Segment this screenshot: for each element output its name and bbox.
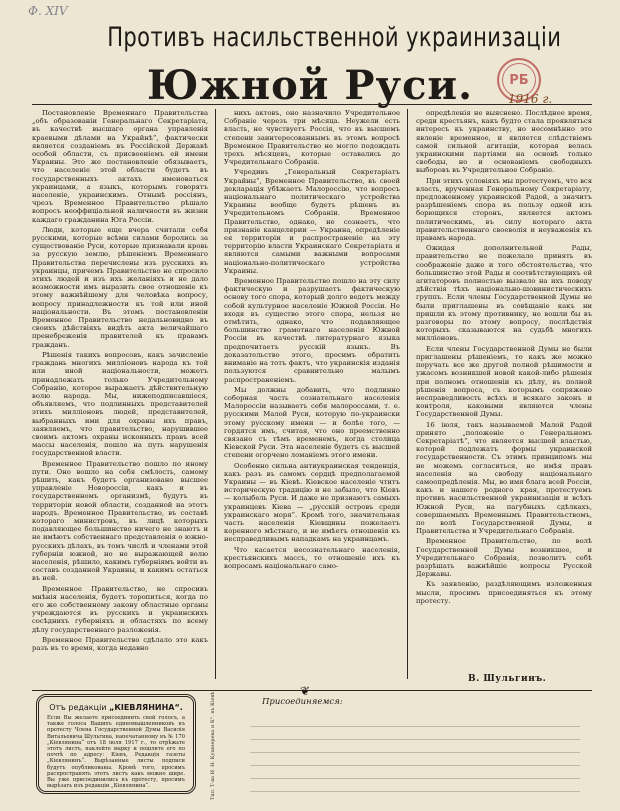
paragraph: Что касается несознательнаго населенія, крестьянскихъ массъ, то отношеніе ихъ къ вопросамъ національнаго само- bbox=[224, 545, 400, 570]
handwritten-year: 1916 г. bbox=[508, 92, 553, 106]
paragraph: Постановленіе Временнаго Правительства „объ образованіи Генеральнаго Секретаріата, въ качествѣ высшаго органа управленія краевыми дѣлами на Украйнѣ“, фактически является созданіемъ въ Россійской Державѣ особой области, съ присвоеніемъ ей имени Украины. Это же постановленіе обязываетъ, что населеніе этой области будетъ въ государственныхъ актахъ именоваться украинцами, а языкъ, которымъ говорятъ населеніе, украинскимъ. Отнынѣ россіянъ, чрезъ Временное Правительство рѣшало вопросъ неоффиціальной наличности въ жизни каждаго гражданина Юга Россіи. bbox=[32, 109, 208, 224]
editor-heading-prefix: Отъ редакціи bbox=[49, 703, 107, 712]
paragraph: опредѣленія не выяснено. Послѣднее время, среди крестьянъ, какъ будто стала проявляться интересъ къ украинству, но несомнѣнно это явленіе временное, и является слѣдствіемъ самой сильной агитаціи, которая велась украинскими партіями на основѣ только свободы, но и основаніемъ свободныхъ выборовъ въ Учредительное Собраніе. bbox=[416, 109, 592, 175]
column-divider bbox=[212, 109, 220, 679]
library-stamp: РБ bbox=[497, 58, 541, 102]
printer-imprint: Тип. Т-ва И. Н. Кушнерева и К°. въ Кіевѣ bbox=[210, 691, 216, 800]
paragraph: Временное Правительство сдѣлало это какъ разъ въ то время, когда недавно bbox=[32, 635, 208, 652]
paragraph: Временное Правительство, не спросивъ мнѣнія населенія, будетъ торопиться, когда по его же собственному закону областные органы учреждаются въ русскихъ и украинскихъ сосѣднихъ губерніяхъ и областяхъ по всему дѣлу государственнаго разложенія. bbox=[32, 584, 208, 634]
paragraph: Временное Правительство пошло на эту силу фактическую и разрушаетъ фактическую основу того спора, который долго ведетъ между собой культурное населеніе Южной Россіи. Не входя въ существо этого спора, нельзя не отмѣтить, однако, что подавляющее большинство грамотнаго населенія Южной Россіи въ качествѣ литературнаго языка предпочитаетъ русскій языкъ. Въ доказательство этого, просимъ обратить вниманіе на тотъ фактъ, что украинскія изданія пользуются сравнительно малымъ распространеніемъ. bbox=[224, 277, 400, 384]
paragraph: нихъ актовъ, оно назначило Учредительное Собраніе черезъ три мѣсяца. Неужели есть власть, не чувствуетъ Россія, что въ высшемъ степени заинтересованнымъ въ этомъ вопросѣ Временное Правительство не могло подождать трехъ мѣсяцевъ, которые оставались до Учредительнаго Собранія. bbox=[224, 109, 400, 167]
editor-notice-box bbox=[36, 694, 196, 794]
archive-mark: Ф. XIV bbox=[28, 4, 68, 18]
column-divider bbox=[404, 109, 412, 679]
editor-notice-heading bbox=[47, 703, 185, 712]
title-line-2: Южной Руси. bbox=[146, 62, 474, 109]
paragraph: Рѣшенія такихъ вопросовъ, какъ зачисленіе граждань многихъ милліоновъ народа къ той или иной національности, можетъ принадлежать только Учредительному Собранію, которое выражаетъ дѣйствительную волю народа. Мы, нижеподписавшіеся, объявляемъ, что подлинныхъ представителей этихъ милліоновъ людей, представителей, выбранныхъ ими для охраны ихъ правъ, заявляемъ, что правительство, нарушившее своимъ актомъ охраны исконныхъ правъ всей массы населенія, пошло на путь нарушенія государственной власти. bbox=[32, 350, 208, 458]
join-heading: Присоединяемся: bbox=[262, 697, 343, 707]
section-rule bbox=[32, 690, 592, 691]
editor-notice-text: Если Вы желаете присоединить свой голосъ, а также голоса Вашихъ единомышленниковъ къ протесту Члена Государственной Думы Василія Витальевича Шульгина, напечатанному въ № 170 „Кіевлянина“ отъ 18 іюля 1917 г., то отрѣжьте этотъ листъ, наклейте марку и пошлите его по почтѣ по адресу: Кіевъ, Редакція газеты „Кіевлянинъ“. Вырѣзанные листы подписи будутъ опубликованы. Кромѣ того, просимъ распространять этотъ листъ какъ можно шире. Вы уже присоединились къ протесту, просимъ вырѣзать изъ редакціи „Кіевлянина“. bbox=[47, 715, 185, 789]
column-2 bbox=[224, 109, 400, 679]
text-columns bbox=[32, 104, 592, 689]
paragraph: Учредивъ „Генеральный Секретаріатъ Украйны“, Временное Правительство, въ своей декларація убѣжаетъ Малороссію, что вопросъ національнаго политическаго устройства Украины вообще будетъ рѣшенъ въ Учредительномъ Собраніи. Временное Правительство, однако, не сознаетъ, что признаніе канцелярии — Украина, опредѣленіе ея территоріи и распространеніе на эту территорію власти Украинскаго Секретаріата и являются самыми важными вопросами національно-политическаго устройства Украины. bbox=[224, 168, 400, 275]
ornament-icon: ❦ bbox=[300, 684, 311, 698]
column-3 bbox=[416, 109, 592, 679]
paragraph: Люди, которые еще вчера считали себя русскими, которые всѣми силами боролись за существованіе Руси, которые признавали кровь за русскую землю, рѣшеніемъ Временнаго Правительства перечислены изъ русскихъ въ украинцы, причемъ Правительство не спросило этихъ людей и изъ ихъ желаніяхъ и не дало возможности имъ выразить свое отношеніе къ этому важнѣйшему для человѣка вопросу, вопросу принадлежности къ той или иной національности. Въ этомъ постановленіи Временное Правительство недальновидно въ своихъ дѣйствіяхъ видѣть акта величайшаго пренебреженія правителей къ правамъ гражданъ. bbox=[32, 225, 208, 349]
paragraph: Особенно сильна антиукраинская тенденція, какъ разъ въ самомъ сердцѣ предполагаемой Украины — въ Кіевѣ. Кіевское населеніе чтитъ историческую традицію и не забыло, что Кіевъ — колыбель Руси. И даже не признаютъ самыхъ украинцевъ Кіева — „русскій островъ среди украинскаго моря“. Кромѣ того, значительная часть населенія Кіевщины пожелаетъ коренного мѣстнаго, и не имѣетъ отношенія къ несправедливымъ нападкамъ на украинцамъ. bbox=[224, 461, 400, 544]
paragraph: Мы должны добавить, что подлинно соборная часть сознательнаго населенія Малороссіи называетъ себя малороссами, т. е. русскими Малой Руси, которую по-украински этому русскому имени — и болѣе того, — гордятся имъ, считая, что оно преемственно связано съ тѣмъ временемъ, когда столица Кіевской Руси. Эта населеніе будетъ съ высшей степени огорчено ломаніемъ этого имени. bbox=[224, 385, 400, 460]
signature: В. Шульгинъ. bbox=[468, 674, 547, 684]
column-1 bbox=[32, 109, 208, 679]
signature-lines-area[interactable] bbox=[250, 714, 580, 800]
title-line-1: Противъ насильственной украинизаціи bbox=[107, 22, 562, 53]
paragraph: Если члены Государственной Думы не были приглашены рѣшеніемъ, то какъ же можно поручать все же другой полной рѣшимости и ужасомъ возникшей новой какой-либо рѣшенія при полномъ отношеніи къ дѣлу, въ полной рѣшенія вопроса, съ которымъ сопряжено несправедливость всѣхъ и всякаго законъ и контроля, каковыми являются члены Государственной Думы. bbox=[416, 344, 592, 419]
paragraph: Ожидая дополнительной Рады, правительство не пожелало принять въ соображеніе даже и того обстоятельства, что большинство этой Рады и соотвѣтствующихъ ей агитаторовъ полностью вызвало на ихъ поводу дѣйствія тѣхъ національно-шовинистическихъ группъ. Если члены Государственной Думы не были приглашены въ совѣщаніе какъ ни пришли къ этому противнику, не вошли бы въ разговоры по этому вопросу, послѣдствія которыхъ сказываются на судьбѣ многихъ милліоновъ. bbox=[416, 244, 592, 343]
paragraph: При этихъ условіяхъ мы протестуемъ, что вся власть, врученная Генеральному Секретаріату, предложенному украинской Радой, а значитъ разрѣшеніемъ спора въ пользу одной изъ борющихся сторонъ, является актомъ политическимъ, въ силу котораго акта правительственнаго своеволія и неуваженія къ правамъ народа. bbox=[416, 176, 592, 243]
paragraph: 16 іюля, такъ называемой Малой Радой принято „положеніе о Генеральномъ Секретаріатѣ“, что является высшей властью, которой подлежатъ формы украинской государственности. Съ этимъ принципомъ мы не можемъ согласиться, не имѣя правъ населенія на свободу національнаго самоопредѣленія. Мы, во имя блага всей Россіи, какъ и нашего родного края, протестуемъ противъ насильственной украинизаціи и всѣхъ Южной Руси, на пагубныхъ сдѣлкахъ, совершаемыхъ Временнымъ Правительствомъ, по волѣ Государственной Думы, и Правительства и Учредительнаго Собранія. bbox=[416, 420, 592, 536]
editor-heading-name: „КІЕВЛЯНИНА“. bbox=[109, 703, 183, 712]
paragraph: Къ заявленію, раздѣляющимъ изложенныя мысли, просимъ присоединяться къ этому протесту. bbox=[416, 580, 592, 605]
paragraph: Временное Правительство, по волѣ Государственной Думы возникшее, и Учредительнаго Собранія, позволитъ себѣ разрѣшать важнѣйшіе вопросы Русской Державы. bbox=[416, 537, 592, 579]
paragraph: Временное Правительство пошло по иному пути. Оно вошло на себя смѣлость, самому рѣшить, какъ будетъ организовано высшее управленіе Новороссіи, какъ и въ государственномъ организмѣ, будутъ въ территоріи новой области, созданной на этотъ народъ. Временное Правительство, въ составѣ котораго министровъ, въ лицѣ которыхъ подавляющее большинство ничего не знаютъ и не имѣютъ собственнаго представленія о южно-русскихъ дѣлахъ, въ томъ числѣ и членами этой губерніи южной, но не выражающей волю населенія, рѣшило, какимъ губерніямъ войти въ составъ созданной Украины, и какимъ остаться въ ней. bbox=[32, 459, 208, 583]
